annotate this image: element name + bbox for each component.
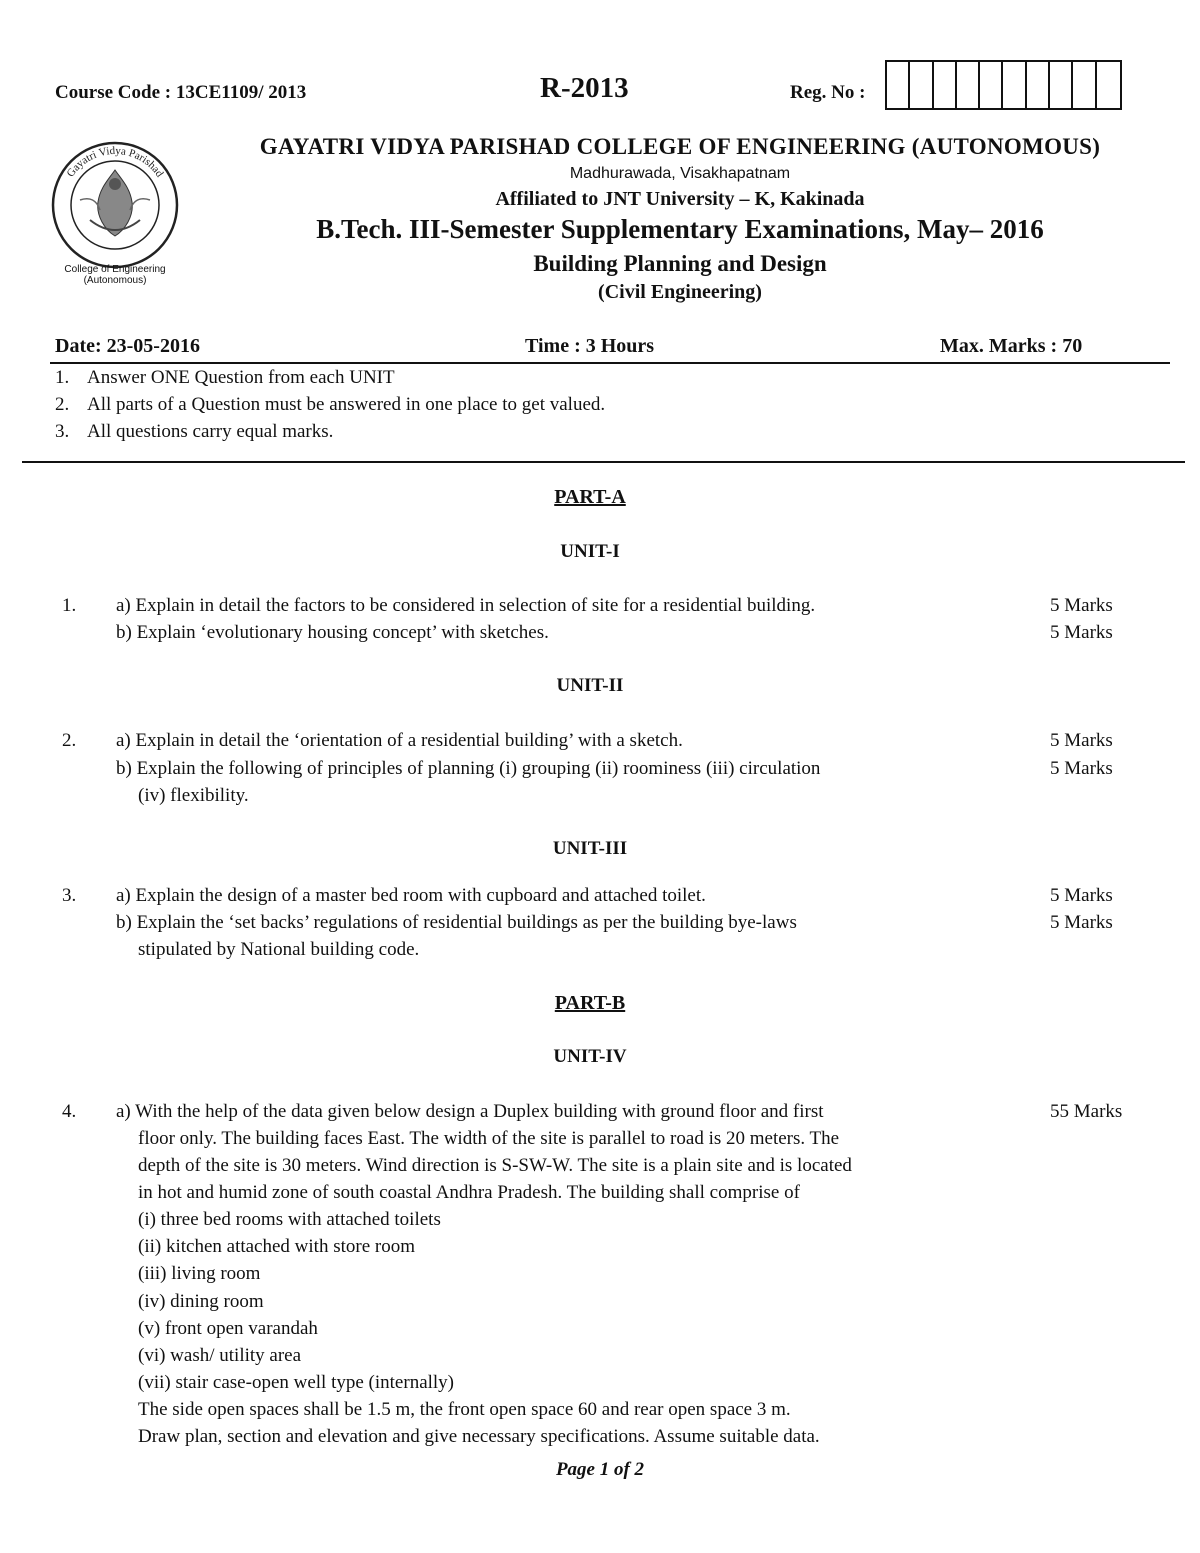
question-1b-marks: 5 Marks — [1050, 622, 1113, 643]
reg-no-digit-box[interactable] — [1073, 62, 1096, 108]
instruction-item — [55, 421, 333, 443]
divider — [22, 461, 1185, 463]
reg-no-label: Reg. No : — [790, 82, 866, 103]
question-1a-marks: 5 Marks — [1050, 595, 1113, 616]
max-marks: Max. Marks : 70 — [940, 335, 1083, 357]
logo-ring-text: Gayatri Vidya Parishad — [64, 144, 166, 180]
unit-2-title: UNIT-II — [556, 675, 624, 696]
reg-no-digit-box[interactable] — [980, 62, 1003, 108]
question-4a: a) With the help of the data given below design a Duplex building with ground floor and first — [116, 1101, 824, 1122]
reg-no-digit-box[interactable] — [1027, 62, 1050, 108]
question-3b: b) Explain the ‘set backs’ regulations of residential buildings as per the building bye-laws — [116, 912, 797, 933]
instruction-number: 3. — [55, 421, 70, 442]
reg-no-digit-box[interactable] — [957, 62, 980, 108]
instruction-number: 2. — [55, 394, 70, 415]
reg-no-digit-box[interactable] — [910, 62, 933, 108]
question-4-line: (iii) living room — [138, 1263, 261, 1284]
question-2b: b) Explain the following of principles of planning (i) grouping (ii) roominess (iii) circulation — [116, 758, 821, 779]
part-a-title: PART-A — [554, 486, 626, 508]
instruction-number: 1. — [55, 367, 70, 388]
question-2b-continued: (iv) flexibility. — [138, 785, 249, 806]
question-4-line: (vii) stair case-open well type (internally) — [138, 1372, 455, 1393]
question-4-line: depth of the site is 30 meters. Wind direction is S-SW-W. The site is a plain site and is located — [138, 1155, 852, 1176]
question-3b-continued: stipulated by National building code. — [138, 939, 420, 960]
question-4-line: (ii) kitchen attached with store room — [138, 1236, 415, 1257]
instruction-item — [55, 367, 395, 389]
question-1b: b) Explain ‘evolutionary housing concept’ with sketches. — [116, 622, 549, 643]
course-code: Course Code : 13CE1109/ 2013 — [55, 82, 307, 103]
instruction-text: All parts of a Question must be answered in one place to get valued. — [87, 394, 606, 415]
regulation-code: R-2013 — [540, 72, 629, 104]
question-4-number: 4. — [62, 1101, 77, 1122]
college-name: GAYATRI VIDYA PARISHAD COLLEGE OF ENGINEERING (AUTONOMOUS) — [259, 134, 1101, 159]
reg-no-digit-box[interactable] — [1050, 62, 1073, 108]
question-1a: a) Explain in detail the factors to be considered in selection of site for a residential building. — [116, 595, 816, 616]
question-3-number: 3. — [62, 885, 77, 906]
reg-no-digit-box[interactable] — [934, 62, 957, 108]
logo-caption-line1: College of Engineering — [64, 264, 166, 275]
college-location: Madhurawada, Visakhapatnam — [569, 165, 791, 182]
question-4-line: (i) three bed rooms with attached toilets — [138, 1209, 441, 1230]
question-3a: a) Explain the design of a master bed room with cupboard and attached toilet. — [116, 885, 706, 906]
affiliation: Affiliated to JNT University – K, Kakinada — [495, 188, 865, 210]
reg-no-boxes[interactable] — [885, 60, 1122, 110]
question-4-line: (vi) wash/ utility area — [138, 1345, 302, 1366]
divider — [50, 362, 1170, 364]
question-1-number: 1. — [62, 595, 77, 616]
instruction-text: Answer ONE Question from each UNIT — [87, 367, 395, 388]
exam-title: B.Tech. III-Semester Supplementary Examinations, May– 2016 — [316, 214, 1044, 244]
question-3a-marks: 5 Marks — [1050, 885, 1113, 906]
unit-4-title: UNIT-IV — [553, 1046, 627, 1067]
question-4-line: Draw plan, section and elevation and give necessary specifications. Assume suitable data. — [138, 1426, 820, 1447]
question-4-line: floor only. The building faces East. The width of the site is parallel to road is 20 meters. The — [138, 1128, 840, 1149]
instruction-text: All questions carry equal marks. — [87, 421, 334, 442]
question-4-line: in hot and humid zone of south coastal Andhra Pradesh. The building shall comprise of — [138, 1182, 800, 1203]
question-4-line: (iv) dining room — [138, 1291, 264, 1312]
question-2b-marks: 5 Marks — [1050, 758, 1113, 779]
logo-caption — [50, 264, 180, 286]
page-number: Page 1 of 2 — [555, 1459, 645, 1480]
subject-title: Building Planning and Design — [533, 251, 827, 276]
question-4a-marks: 55 Marks — [1050, 1101, 1123, 1122]
unit-3-title: UNIT-III — [552, 838, 628, 859]
reg-no-digit-box[interactable] — [887, 62, 910, 108]
question-4-line: (v) front open varandah — [138, 1318, 318, 1339]
reg-no-digit-box[interactable] — [1097, 62, 1120, 108]
exam-time: Time : 3 Hours — [525, 335, 655, 357]
unit-1-title: UNIT-I — [560, 541, 620, 562]
question-2a: a) Explain in detail the ‘orientation of a residential building’ with a sketch. — [116, 730, 683, 751]
question-4-line: The side open spaces shall be 1.5 m, the front open space 60 and rear open space 3 m. — [138, 1399, 791, 1420]
exam-date: Date: 23-05-2016 — [55, 335, 200, 357]
part-b-title: PART-B — [554, 992, 626, 1014]
instruction-item — [55, 394, 605, 416]
reg-no-digit-box[interactable] — [1003, 62, 1026, 108]
question-2a-marks: 5 Marks — [1050, 730, 1113, 751]
question-3b-marks: 5 Marks — [1050, 912, 1113, 933]
question-2-number: 2. — [62, 730, 77, 751]
logo-caption-line2: (Autonomous) — [83, 275, 147, 286]
branch: (Civil Engineering) — [598, 281, 762, 303]
